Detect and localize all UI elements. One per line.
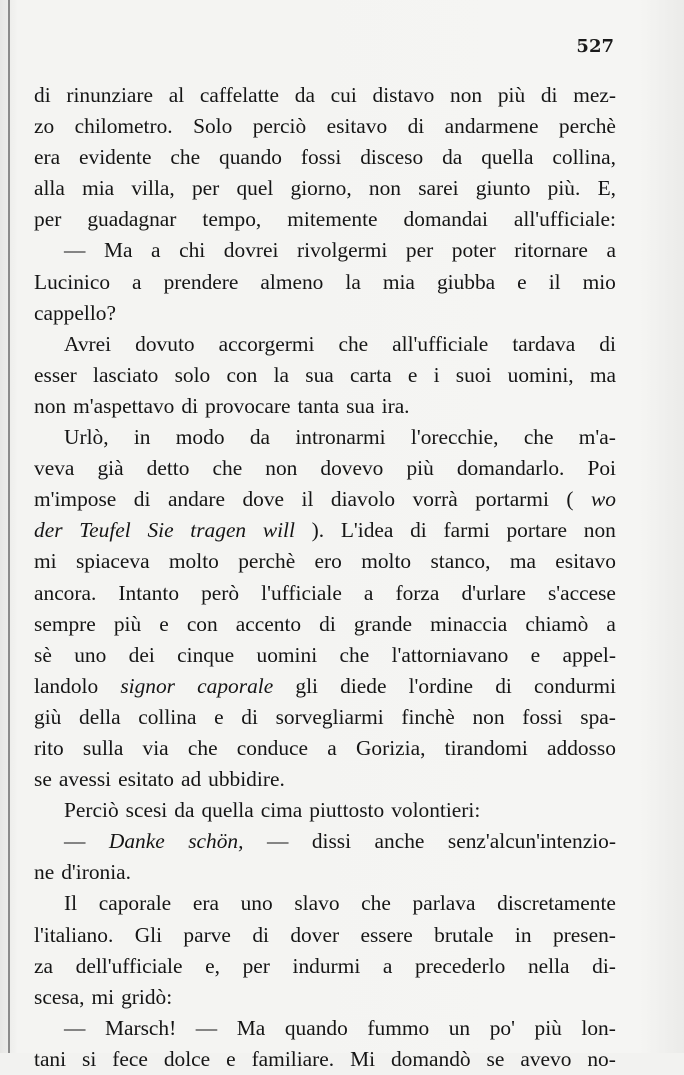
text-line: za dell'ufficiale e, per indurmi a precederlo nella di-: [34, 953, 616, 978]
text-line: esser lasciato solo con la sua carta e i suoi uomini, ma: [34, 362, 616, 387]
text-line: m'impose di andare dove il diavolo vorrà portarmi ( wo: [34, 487, 616, 512]
text-line: sempre più e con accento di grande minaccia chiamò a: [34, 611, 616, 636]
text-line: Avrei dovuto accorgermi che all'ufficiale tardava di: [64, 331, 616, 356]
text-line: scesa, mi gridò:: [34, 984, 173, 1009]
text-line: Lucinico a prendere almeno la mia giubba e il mio: [34, 269, 616, 294]
text-line: per guadagnar tempo, mitemente domandai all'ufficiale:: [34, 207, 616, 232]
text-line: rito sulla via che conduce a Gorizia, tirandomi addosso: [34, 735, 616, 760]
text-line: ancora. Intanto però l'ufficiale a forza d'urlare s'accese: [34, 580, 616, 605]
text-line: — Danke schön, — dissi anche senz'alcun'intenzio-: [64, 829, 616, 854]
text-line: l'italiano. Gli parve di dover essere brutale in presen-: [34, 922, 616, 947]
text-line: veva già detto che non dovevo più domandarlo. Poi: [34, 456, 616, 481]
text-line: sè uno dei cinque uomini che l'attorniavano e appel-: [34, 642, 616, 667]
text-line: zo chilometro. Solo perciò esitavo di andarmene perchè: [34, 114, 616, 139]
text-line: Il caporale era uno slavo che parlava discretamente: [64, 891, 616, 916]
page-number: 527: [576, 36, 614, 57]
text-line: non m'aspettavo di provocare tanta sua ira.: [34, 393, 410, 418]
text-line: der Teufel Sie tragen will ). L'idea di farmi portare non: [34, 518, 616, 543]
text-line: — Marsch! — Ma quando fummo un po' più lon-: [64, 1015, 616, 1040]
text-line: mi spiaceva molto perchè ero molto stanco, ma esitavo: [34, 549, 616, 574]
text-line: tani si fece dolce e familiare. Mi domandò se avevo no-: [34, 1046, 616, 1071]
text-line: landolo signor caporale gli diede l'ordine di condurmi: [34, 673, 616, 698]
text-line: di rinunziare al caffelatte da cui distavo non più di mez-: [34, 83, 616, 107]
text-line: — Ma a chi dovrei rivolgermi per poter ritornare a: [64, 238, 616, 263]
text-line: era evidente che quando fossi disceso da quella collina,: [34, 145, 616, 170]
text-line: cappello?: [34, 300, 116, 325]
text-line: se avessi esitato ad ubbidire.: [34, 767, 285, 792]
text-line: Urlò, in modo da intronarmi l'orecchie, che m'a-: [64, 425, 616, 450]
text-line: Perciò scesi da quella cima piuttosto volontieri:: [64, 798, 481, 823]
text-line: giù della collina e di sorvegliarmi finchè non fossi spa-: [34, 704, 616, 729]
text-line: ne d'ironia.: [34, 860, 131, 885]
text-line: alla mia villa, per quel giorno, non sarei giunto più. E,: [34, 176, 616, 201]
page-edge-shadow: [8, 0, 10, 1053]
body-text: [34, 80, 616, 1075]
